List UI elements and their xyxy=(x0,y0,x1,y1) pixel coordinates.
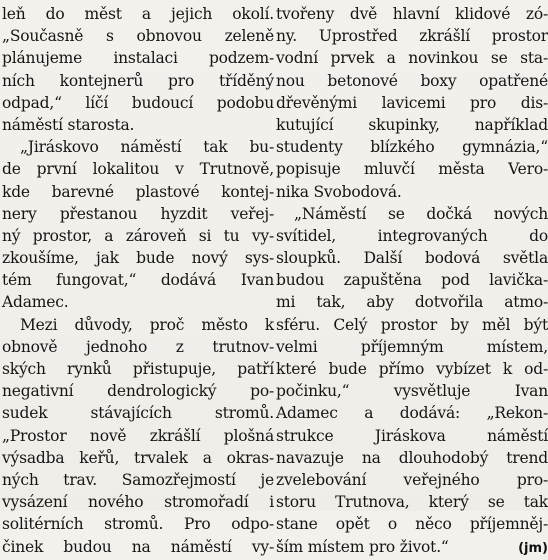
text-line: leň do měst a jejich okolí. xyxy=(2,5,274,23)
text-line: sudek stávajících stromů. xyxy=(2,404,274,423)
text-line: popisuje mluvčí města Vero- xyxy=(276,160,548,179)
text-line: mi tak, aby dotvořila atmo- xyxy=(276,293,548,312)
text-line: ný prostor, a zároveň si tu vy- xyxy=(2,226,274,245)
text-line: činek budou na náměstí vy- xyxy=(2,537,274,556)
text-line: zvelebování veřejného pro- xyxy=(276,470,548,489)
text-line: náměstí starosta. xyxy=(2,115,135,134)
text-line: Adamec. xyxy=(2,293,69,312)
text-line: svítidel, integrovaných do xyxy=(276,226,548,245)
closing-line xyxy=(276,536,548,558)
text-line: Mezi důvody, proč město k xyxy=(20,315,274,334)
text-line: solitérních stromů. Pro odpo- xyxy=(2,515,274,534)
text-line: de první lokalitou v Trutnově, xyxy=(2,160,274,179)
text-line: storu Trutnova, který se tak xyxy=(276,493,548,512)
text-line: kde barevné plastové kontej- xyxy=(2,182,274,201)
text-line: „Náměstí se dočká nových xyxy=(294,204,548,223)
author-signature: (jm) xyxy=(518,540,548,556)
text-line: nou betonové boxy opatřené xyxy=(276,71,548,90)
text-line: velmi příjemným místem, xyxy=(276,337,548,356)
text-line: které bude přímo vybízet k od- xyxy=(276,360,548,378)
text-line: nika Svobodová. xyxy=(276,182,402,201)
text-line: „Prostor nově zkrášlí plošná xyxy=(2,426,274,445)
text-line: Adamec a dodává: „Rekon- xyxy=(276,404,548,423)
text-line: tém fungovat,“ dodává Ivan xyxy=(2,271,274,290)
text-line: zkoušíme, jak bude nový sys- xyxy=(2,249,274,268)
text-line: ším místem pro život.“ xyxy=(276,537,449,556)
text-line: ny. Uprostřed zkrášlí prostor xyxy=(276,27,548,46)
text-line: sféru. Celý prostor by měl být xyxy=(276,315,548,334)
text-line: vodní prvek a novinkou se sta- xyxy=(276,49,548,68)
text-line: obnově jednoho z trutnov- xyxy=(2,337,274,356)
text-line: ských rynků přistupuje, patří xyxy=(2,360,274,378)
text-line: sloupků. Další bodová světla xyxy=(276,249,548,268)
text-line: výsadba keřů, trvalek a okras- xyxy=(2,448,274,467)
text-line: plánujeme instalaci podzem- xyxy=(2,49,274,68)
article-column-right xyxy=(276,3,548,558)
text-line: počinku,“ vysvětluje Ivan xyxy=(276,382,548,401)
text-line: ních kontejnerů pro tříděný xyxy=(2,71,274,90)
article-column-left xyxy=(2,3,274,558)
text-line: strukce Jiráskova náměstí xyxy=(276,426,548,445)
text-line: ných trav. Samozřejmostí je xyxy=(2,470,274,489)
text-line: dřevěnými lavicemi pro dis- xyxy=(276,93,548,112)
text-line: negativní dendrologický po- xyxy=(2,382,274,401)
text-line: studenty blízkého gymnázia,“ xyxy=(276,138,548,157)
text-line: tvořeny dvě hlavní klidové zó- xyxy=(276,5,548,23)
text-line: kutující skupinky, například xyxy=(276,115,548,134)
text-line: vysázení nového stromořadí i xyxy=(2,493,274,512)
text-line: stane opět o něco příjemněj- xyxy=(276,515,548,534)
text-line: budou zapuštěna pod lavička- xyxy=(276,271,548,290)
text-line: navazuje na dlouhodobý trend xyxy=(276,448,548,467)
text-line: odpad,“ líčí budoucí podobu xyxy=(2,93,274,112)
text-line: „Současně s obnovou zeleně xyxy=(2,27,274,46)
text-line: nery přestanou hyzdit veřej- xyxy=(2,204,274,223)
text-line: „Jiráskovo náměstí tak bu- xyxy=(20,138,274,157)
